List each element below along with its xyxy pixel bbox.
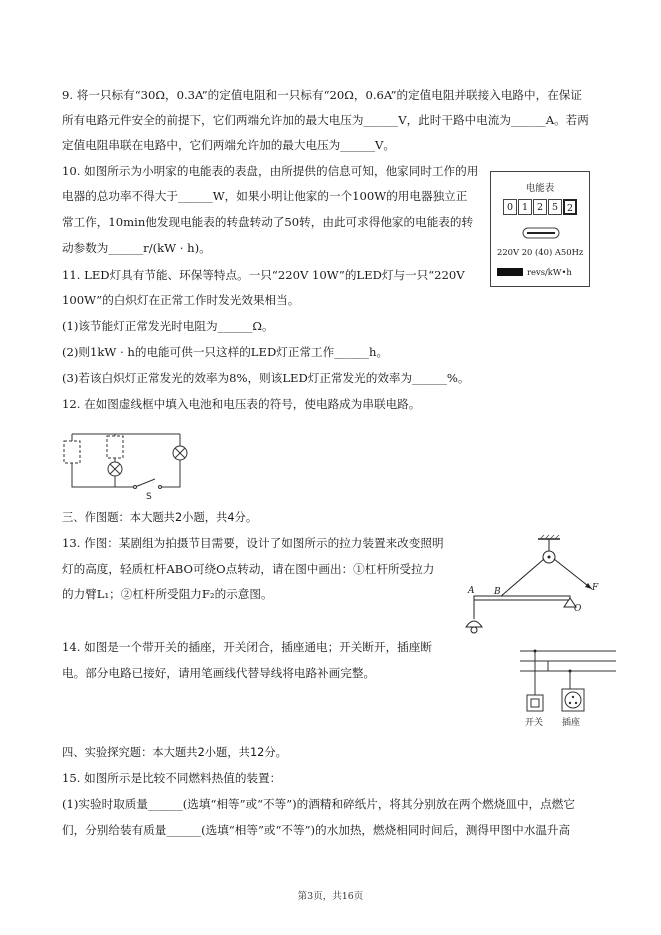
question-15-part-1-line-1: (1)实验时取质量______(选填“相等”或“不等”)的酒精和碎纸片，将其分别放在两个燃烧皿中，点燃它 <box>62 797 575 811</box>
lamp-icon <box>466 621 482 627</box>
meter-digit: 2 <box>533 199 547 215</box>
lever-figure <box>460 533 600 638</box>
question-15-line-1: 15. 如图所示是比较不同燃料热值的装置： <box>62 771 282 785</box>
question-12-line: 12. 在如图虚线框中填入电池和电压表的符号，使电路成为串联电路。 <box>62 397 421 411</box>
question-14-line-1: 14. 如图是一个带开关的插座，开关闭合，插座通电；开关断开，插座断 <box>62 640 432 654</box>
question-10-line-4: 动参数为______r/(kW · h)。 <box>62 241 211 255</box>
question-15-part-1-line-2: 们，分别给装有质量______(选填“相等”或“不等”)的水加热，燃烧相同时间后，测得甲图中水温升高 <box>62 823 571 837</box>
question-9-line-3: 定值电阻串联在电路中，它们两端允许加的最大电压为______V。 <box>62 138 395 152</box>
meter-digit-decimal: 2 <box>563 199 577 215</box>
question-9-line-2: 所有电路元件安全的前提下，它们两端允许加的最大电压为______V，此时干路中电流为______A。若两 <box>62 113 589 127</box>
section-3-heading: 三、作图题：本大题共2小题，共4分。 <box>62 511 258 524</box>
socket-icon <box>562 689 584 711</box>
dashed-box-left <box>64 441 80 463</box>
question-11-line-2: 100W”的白炽灯在正常工作时发光效果相当。 <box>62 293 300 307</box>
meter-digit: 5 <box>548 199 562 215</box>
meter-revs-unit: revs/kW•h <box>527 267 572 277</box>
question-11-line-1: 11. LED灯具有节能、环保等特点。一只“220V 10W”的LED灯与一只“220V <box>62 268 465 282</box>
question-11-part-1: (1)该节能灯正常发光时电阻为______Ω。 <box>62 319 274 333</box>
switch-icon <box>527 695 543 711</box>
lamp-middle-icon <box>108 462 122 476</box>
question-11-part-3: (3)若该白炽灯正常发光的效率为8%，则该LED灯正常发光的效率为______%。 <box>62 371 470 385</box>
socket-caption: 插座 <box>562 718 581 728</box>
question-14-line-2: 电。部分电路已接好，请用笔画线代替导线将电路补画完整。 <box>62 666 376 680</box>
meter-spec: 220V 20 (40) A50Hz <box>497 247 584 257</box>
meter-title: 电能表 <box>525 183 555 194</box>
page-footer: 第3页，共16页 <box>297 891 364 902</box>
force-label-f: F <box>592 583 599 593</box>
lever-label-b: B <box>494 587 501 597</box>
meter-revs <box>497 267 572 277</box>
question-13-line-1: 13. 作图：某剧组为拍摄节目需要，设计了如图所示的拉力装置来改变照明 <box>62 536 444 550</box>
question-9-line-1: 9. 将一只标有“30Ω，0.3A”的定值电阻和一只标有“20Ω，0.6A”的定值电阻并联接入电路中，在保证 <box>62 88 582 102</box>
lamp-right-icon <box>173 446 187 460</box>
revs-blank-block <box>497 268 523 276</box>
question-10-line-2: 电器的总功率不得大于______W，如果小明让他家的一个100W的用电器独立正 <box>62 189 468 203</box>
question-11-part-2: (2)则1kW · h的电能可供一只这样的LED灯正常工作______h。 <box>62 345 389 359</box>
meter-digit: 1 <box>518 199 532 215</box>
lever-label-o: O <box>574 604 582 614</box>
dashed-box-middle <box>107 436 123 458</box>
question-13-line-3: 的力臂L₁；②杠杆所受阻力F₂的示意图。 <box>62 587 273 601</box>
question-13-line-2: 灯的高度，轻质杠杆ABO可绕O点转动，请在图中画出：①杠杆所受拉力 <box>62 562 435 576</box>
switch-label: S <box>146 492 152 502</box>
lever-label-a: A <box>468 586 475 596</box>
series-circuit-figure <box>60 427 190 502</box>
meter-digit: 0 <box>503 199 517 215</box>
question-10-line-3: 常工作，10min他发现电能表的转盘转动了50转，由此可求得他家的电能表的转 <box>62 215 474 229</box>
switch-caption: 开关 <box>525 718 544 728</box>
switch-socket-figure <box>516 645 616 735</box>
electric-meter-figure <box>490 171 590 287</box>
question-10-line-1: 10. 如图所示为小明家的电能表的表盘，由所提供的信息可知，他家同时工作的用 <box>62 164 479 178</box>
section-4-heading: 四、实验探究题：本大题共2小题，共12分。 <box>62 746 287 759</box>
